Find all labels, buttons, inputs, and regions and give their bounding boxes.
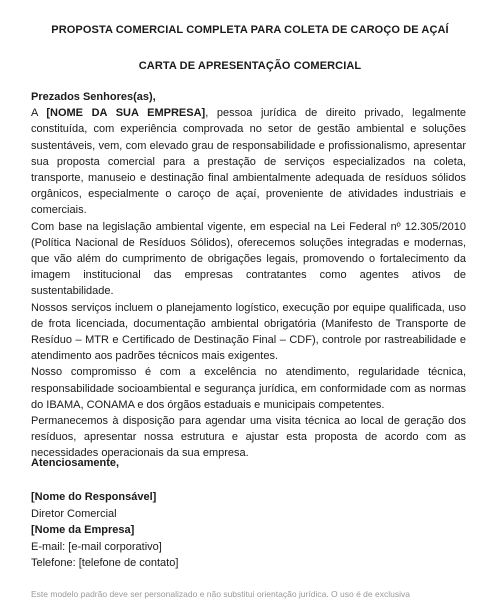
closing: Atenciosamente,: [31, 457, 120, 469]
paragraph-services: Nossos serviços incluem o planejamento logístico, execução por equipe qualificada, uso de frota licenciada, documentação ambiental obrigatória (Manifesto de Transporte de Resíduo – MTR e Certificado de Destinação Final – CDF), controle por rastreabilidade e atendimento aos padrões técnicos mais exigentes.: [31, 301, 466, 363]
signature-name: [Nome do Responsável]: [31, 491, 157, 503]
document-subtitle: CARTA DE APRESENTAÇÃO COMERCIAL: [138, 60, 362, 72]
signature-company: [Nome da Empresa]: [31, 524, 135, 536]
paragraph-commitment: Nosso compromisso é com a excelência no atendimento, regularidade técnica, responsabilidade socioambiental e segurança jurídica, em conformidade com as normas do IBAMA, CONAMA e dos órgãos estaduais e municipais competentes.: [31, 366, 466, 411]
intro-text: , pessoa jurídica de direito privado, legalmente constituída, com experiência comprovada no setor de gestão ambiental e soluções sustentáveis, vem, com elevado grau de responsabilidade e profissionalismo, apresentar sua proposta comercial para a prestação de serviços especializados na coleta, transporte, manuseio e destinação final ambientalmente adequada de resíduos sólidos orgânicos, especialmente o caroço de açaí, proveniente de atividades industriais e comerciais.: [31, 107, 466, 217]
greeting: Prezados Senhores(as),: [31, 91, 156, 103]
document-title: PROPOSTA COMERCIAL COMPLETA PARA COLETA DE CAROÇO DE AÇAÍ: [51, 24, 449, 36]
signature-role: Diretor Comercial: [31, 507, 117, 520]
signature-block: [31, 489, 466, 572]
intro-prefix: A: [31, 107, 47, 120]
letter-body: [31, 89, 466, 462]
signature-email: E-mail: [e-mail corporativo]: [31, 540, 162, 553]
paragraph-availability: Permanecemos à disposição para agendar uma visita técnica ao local de geração dos resíduos, apresentar nossa estrutura e ajustar esta proposta de acordo com as necessidades operacionais da sua empresa.: [31, 415, 466, 460]
signature-phone: Telefone: [telefone de contato]: [31, 557, 179, 569]
paragraph-legislation: Com base na legislação ambiental vigente, em especial na Lei Federal nº 12.305/2010 (Política Nacional de Resíduos Sólidos), oferecemos soluções integradas e modernas, que vão além do cumprimento de obrigações legais, promovendo o fortalecimento da imagem institucional das empresas contratantes como agentes ativos de sustentabilidade.: [31, 220, 466, 298]
company-placeholder: [NOME DA SUA EMPRESA]: [46, 107, 206, 120]
footer-disclaimer: Este modelo padrão deve ser personalizado e não substitui orientação jurídica. O uso é de exclusiva: [31, 589, 410, 599]
paragraph-intro: [31, 105, 466, 218]
